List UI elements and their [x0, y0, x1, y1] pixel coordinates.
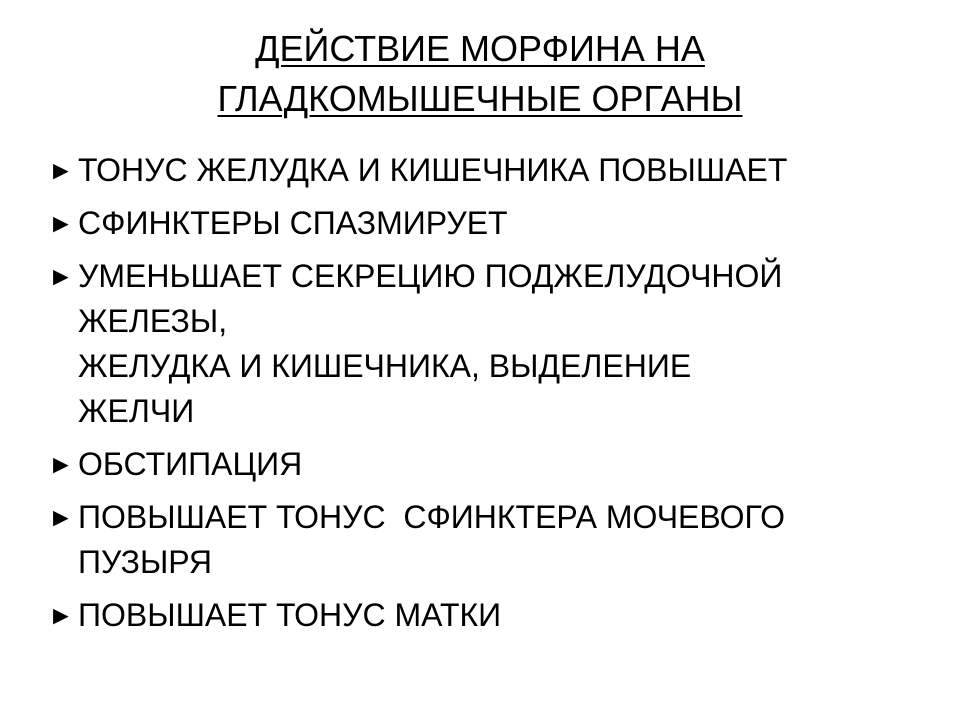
bullet-arrow-icon: ►	[48, 261, 74, 291]
bullet-line: ТОНУС ЖЕЛУДКА И КИШЕЧНИКА ПОВЫШАЕТ	[78, 152, 788, 188]
title-line: ГЛАДКОМЫШЕЧНЫЕ ОРГАНЫ	[217, 78, 743, 119]
bullet-arrow-icon: ►	[48, 449, 74, 479]
bullet-text	[78, 593, 928, 638]
bullet-text	[78, 148, 928, 193]
bullet-arrow-icon: ►	[48, 155, 74, 185]
bullet-item	[48, 148, 928, 193]
bullet-text	[78, 201, 928, 246]
bullet-line: ОБСТИПАЦИЯ	[78, 446, 303, 482]
bullet-item	[48, 495, 928, 585]
bullet-line: ПОВЫШАЕТ ТОНУС МАТКИ	[78, 597, 502, 633]
bullet-item	[48, 201, 928, 246]
bullet-line: СФИНКТЕРЫ СПАЗМИРУЕТ	[78, 205, 508, 241]
slide-title	[0, 24, 960, 124]
bullet-text	[78, 495, 928, 585]
bullet-line: ЖЕЛЕЗЫ,	[78, 303, 228, 339]
title-line: ДЕЙСТВИЕ МОРФИНА НА	[255, 28, 705, 69]
bullet-line: УМЕНЬШАЕТ СЕКРЕЦИЮ ПОДЖЕЛУДОЧНОЙ	[78, 258, 783, 294]
bullet-list	[48, 148, 928, 646]
bullet-line: ЖЕЛЧИ	[78, 393, 195, 429]
bullet-arrow-icon: ►	[48, 600, 74, 630]
bullet-arrow-icon: ►	[48, 502, 74, 532]
bullet-item	[48, 593, 928, 638]
bullet-item	[48, 442, 928, 487]
bullet-line: ПОВЫШАЕТ ТОНУС СФИНКТЕРА МОЧЕВОГО	[78, 499, 785, 535]
bullet-arrow-icon: ►	[48, 208, 74, 238]
bullet-item	[48, 254, 928, 434]
bullet-text	[78, 442, 928, 487]
bullet-line: ЖЕЛУДКА И КИШЕЧНИКА, ВЫДЕЛЕНИЕ	[78, 348, 692, 384]
bullet-text	[78, 254, 928, 434]
bullet-line: ПУЗЫРЯ	[78, 544, 213, 580]
